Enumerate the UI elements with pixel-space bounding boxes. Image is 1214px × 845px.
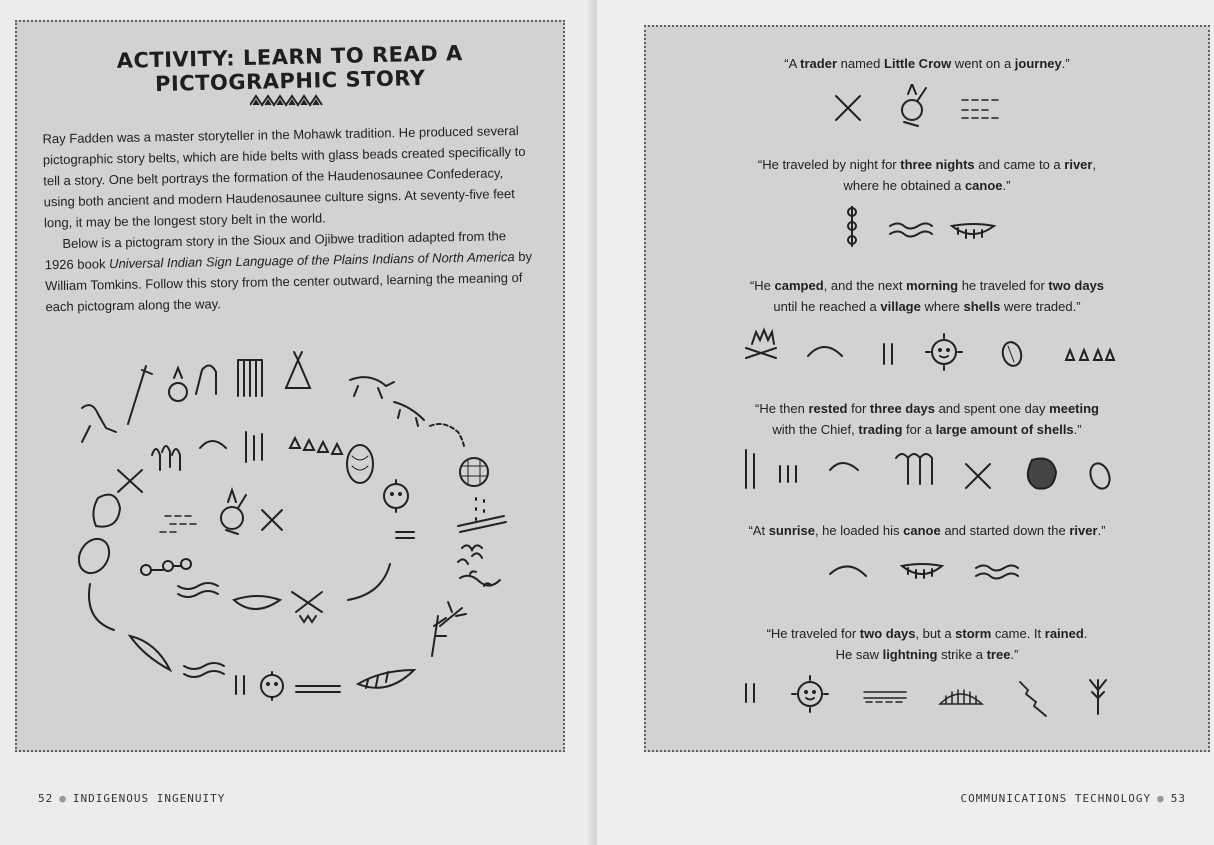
large-shells-icon (1028, 459, 1056, 489)
pictogram-row-5 (826, 556, 1026, 588)
intro-paragraph-2: Below is a pictogram story in the Sioux and Ojibwe tradition adapted from the 1926 book Universal Indian Sign Language of the Plains Indians of North America by William Tomkins. Follow this story from the center outward, learning the meaning of each pictogram along the way. (44, 228, 533, 315)
staff-icon (128, 366, 152, 424)
left-page (0, 0, 597, 845)
trading-cross-icon (966, 464, 990, 488)
cross-icon (836, 96, 860, 120)
shell-icon (1087, 461, 1113, 492)
tree-branch-icon (440, 602, 466, 626)
footer-dot-right: ● (1157, 792, 1165, 805)
river-icon (890, 224, 932, 237)
figure-icon (196, 365, 216, 394)
story-caption: “He camped, and the next morning he traveled for two days until he reached a village where shells were traded.” (749, 278, 1105, 314)
shell-oval-icon (73, 533, 115, 578)
two-days-icon (884, 344, 892, 364)
wavy-river-icon (178, 583, 218, 597)
story-caption: “He traveled by night for three nights and came to a river, where he obtained a canoe.” (757, 157, 1097, 193)
sun-icon (384, 480, 408, 512)
barcode-icon (238, 360, 262, 396)
outer-cross-icon (118, 470, 142, 492)
horse-icon (350, 377, 394, 398)
section-label-left: INDIGENOUS INGENUITY (72, 792, 226, 805)
pictogram-row-6 (740, 672, 1120, 722)
book-title: Universal Indian Sign Language of the Plains Indians of North America (108, 249, 515, 272)
chain-icon (141, 559, 191, 575)
outer-canoe-icon (130, 636, 170, 670)
intro-paragraph-1: Ray Fadden was a master storyteller in the Mohawk tradition. He produced several pictographic story belts, which are hide belts with glass beads created specifically to tell a story. One belt portrays the formation of the Haudenosaunee Confederacy, using both ancient and modern Haudenosaunee culture signs. At seventy-five feet long, it may be the longest story belt in the world. (42, 123, 526, 231)
canoe-icon (234, 596, 280, 609)
outer-hatched-canoe-icon (358, 670, 414, 688)
trader-icon (902, 84, 926, 126)
journey-dashes-icon (962, 100, 998, 118)
three-nights-icon (848, 206, 856, 246)
shell-icon (1000, 340, 1024, 368)
vine-icon (460, 571, 500, 586)
outer-two-lines-icon (236, 676, 244, 694)
birds-icon (458, 545, 482, 564)
intro-text (42, 120, 539, 318)
canoe-icon (902, 564, 942, 578)
river-icon (976, 566, 1018, 579)
net-ball-icon (460, 458, 488, 486)
shell-icon (347, 445, 373, 483)
morning-arc-icon (200, 441, 226, 448)
pictogram-row-4 (740, 448, 1120, 496)
standing-figure-icon (82, 405, 116, 442)
double-line-icon (458, 516, 506, 532)
pictogram-row-3 (740, 326, 1120, 372)
footer-dot-left: ● (59, 792, 67, 805)
village-icon (1066, 350, 1114, 360)
story-caption: “He traveled for two days, but a storm came. It rained. He saw lightning strike a tree.” (766, 626, 1088, 662)
tipi-icon (286, 352, 310, 388)
village-tents-icon (290, 438, 342, 454)
two-days-icon (746, 684, 754, 702)
outer-arc-icon (89, 584, 114, 630)
morning-arc-icon (808, 347, 842, 356)
story-caption: “He then rested for three days and spent one day meeting with the Chief, trading for a large amount of shells.” (754, 401, 1099, 437)
pictogram-row-2 (840, 206, 1000, 250)
left-footer (38, 792, 225, 805)
river-arc-icon (348, 564, 390, 600)
camp-people-icon (152, 446, 180, 470)
pictogram-row-1 (830, 84, 1020, 134)
tree-icon (1090, 680, 1106, 714)
wolf-icon (394, 402, 424, 426)
lightning-icon (1020, 682, 1046, 716)
sun-icon (926, 334, 962, 370)
canoe-icon (952, 224, 994, 238)
sunrise-arc-icon (830, 566, 866, 576)
trader-icon (221, 490, 246, 534)
chief-icon (169, 368, 187, 401)
rested-icon (746, 450, 754, 488)
activity-title: ACTIVITY: LEARN TO READ A PICTOGRAPHIC STORY (116, 41, 463, 97)
two-lines-icon (396, 532, 414, 538)
dots-icon (476, 498, 484, 520)
three-days-icon (246, 432, 262, 462)
page-number-right: 53 (1170, 792, 1186, 805)
sun-icon (792, 676, 828, 712)
rain-icon (940, 690, 982, 704)
campfire-icon (746, 330, 776, 358)
right-footer (961, 792, 1186, 805)
hill-icon (430, 424, 464, 446)
cross-icon (262, 510, 282, 530)
three-days-icon (780, 466, 796, 482)
meeting-arc-icon (830, 463, 858, 470)
outer-wavy-icon (184, 663, 224, 677)
storm-lines-icon (864, 692, 906, 702)
outer-rain-lines-icon (296, 686, 340, 692)
chiefs-icon (896, 454, 932, 484)
zigzag-ornament (250, 93, 324, 107)
journey-dashes-icon (160, 516, 196, 532)
story-caption: “At sunrise, he loaded his canoe and started down the river.” (748, 523, 1106, 538)
pictogram-spiral (60, 330, 530, 710)
rock-icon (93, 495, 120, 527)
section-label-right: COMMUNICATIONS TECHNOLOGY (960, 792, 1152, 805)
story-caption: “A trader named Little Crow went on a journey.” (784, 56, 1070, 71)
crossed-sticks-icon (292, 592, 322, 622)
outer-sun-icon (261, 672, 283, 700)
page-number-left: 52 (38, 792, 54, 805)
